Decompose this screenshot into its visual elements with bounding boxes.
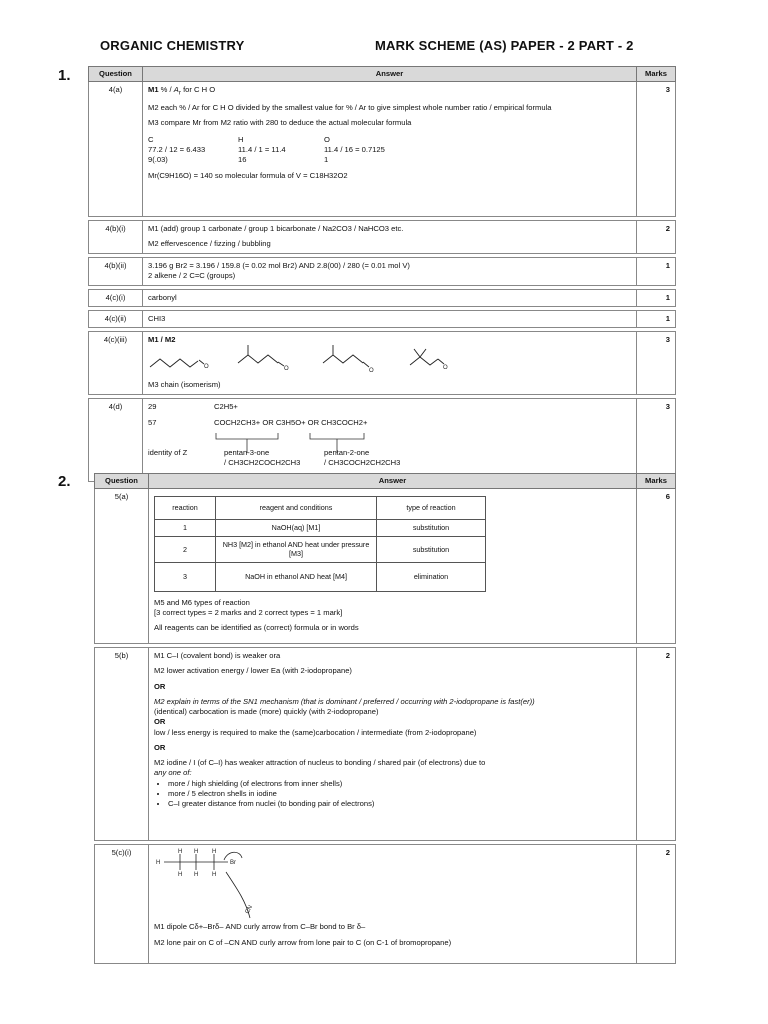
- header-left: ORGANIC CHEMISTRY: [100, 38, 245, 53]
- svg-text:Br: Br: [230, 860, 236, 866]
- svg-text:H: H: [178, 849, 183, 855]
- marks: 2: [637, 221, 676, 254]
- question-id: 4(c)(i): [89, 289, 143, 306]
- answer-cell: carbonyl: [143, 289, 637, 306]
- marks: 2: [637, 845, 676, 964]
- svg-text:O: O: [284, 366, 289, 373]
- header-right: MARK SCHEME (AS) PAPER - 2 PART - 2: [375, 38, 634, 53]
- mark-scheme-table-2: [94, 473, 676, 964]
- skeletal-structures: [148, 345, 448, 377]
- svg-text:O: O: [204, 364, 209, 371]
- marks: 3: [637, 398, 676, 481]
- marks: 2: [637, 648, 676, 841]
- table-row: [95, 845, 676, 964]
- reaction-table: reaction reagent and conditions type of reaction 1 NaOH(aq) [M1] substitution 2 NH3 [M2] in ethanol AND heat under pressure [M3] substitution 3 NaOH in ethanol AND heat [M4] elimination: [154, 496, 486, 592]
- marks: 3: [637, 82, 676, 217]
- question-id: 5(a): [95, 489, 149, 644]
- svg-text:H: H: [194, 849, 199, 855]
- marks: 3: [637, 332, 676, 395]
- table-row: [89, 310, 676, 327]
- svg-text:H: H: [212, 849, 217, 855]
- answer-line: Mr(C9H16O) = 140 so molecular formula of V = C18H32O2: [148, 171, 348, 181]
- col-marks: Marks: [637, 67, 676, 82]
- question-id: 4(c)(ii): [89, 310, 143, 327]
- marks: 1: [637, 310, 676, 327]
- table-row: [89, 332, 676, 395]
- question-id: 4(c)(iii): [89, 332, 143, 395]
- col-answer: Answer: [143, 67, 637, 82]
- table-row: [95, 489, 676, 644]
- question-2-number: 2.: [58, 473, 71, 490]
- col-question: Question: [89, 67, 143, 82]
- marks: 1: [637, 289, 676, 306]
- answer-cell: reaction reagent and conditions type of reaction 1 NaOH(aq) [M1] substitution 2 NH3 [M2] in ethanol AND heat under pressure [M3] substitution 3 NaOH in ethanol AND heat [M4] elimination M5 and M6 types of reaction [3 correct types = 2 marks and 2 correct types = 1 mark] All reagents can be identified as (correct) formula or in words: [149, 489, 637, 644]
- answer-cell: CHI3: [143, 310, 637, 327]
- col-question: Question: [95, 474, 149, 489]
- question-id: 5(b): [95, 648, 149, 841]
- mechanism-diagram: [154, 848, 284, 920]
- svg-text:CN: CN: [244, 904, 255, 915]
- svg-text:H: H: [178, 872, 183, 878]
- question-id: 4(b)(ii): [89, 258, 143, 286]
- col-answer: Answer: [149, 474, 637, 489]
- question-id: 4(a): [89, 82, 143, 217]
- svg-text:H: H: [194, 872, 199, 878]
- question-id: 4(b)(i): [89, 221, 143, 254]
- answer-line: M2 each % / Ar for C H O divided by the smallest value for % / Ar to give simplest whole number ratio / empirical formula: [148, 103, 552, 113]
- table-row: [89, 289, 676, 306]
- answer-cell: M1 (add) group 1 carbonate / group 1 bicarbonate / Na2CO3 / NaHCO3 etc. M2 effervescence / fizzing / bubbling: [143, 221, 637, 254]
- svg-text:H: H: [156, 860, 161, 866]
- table-row: [89, 398, 676, 481]
- answer-cell: M1 % / $A_r$ for C H O M2 each % / Ar for C H O divided by the smallest value for % / Ar to give simplest whole number ratio / empirical formula M3 compare Mr from M2 ratio with 280 to deduce the actual molecular formula C 77.2 / 12 = 6.433 9(.03) H 11.4 / 1 = 11.4 16 O 11.4 / 16 = 0.7125 1 Mr(C9H16O) = 140 so molecular formula of V = C18H32O2: [143, 82, 637, 217]
- question-id: 4(d): [89, 398, 143, 481]
- svg-text:O: O: [369, 368, 374, 375]
- bracket-lines: [214, 431, 394, 455]
- question-1-number: 1.: [58, 67, 71, 84]
- answer-cell: H H H H H H H Br CN M1 dipole Cδ+–Brδ– AND curly arrow from C–Br bond to Br δ– M2 lone pair on C of –CN AND curly arrow from lone pair to C (on C-1 of bromopropane): [149, 845, 637, 964]
- answer-cell: M1 C–I (covalent bond) is weaker ora M2 lower activation energy / lower Ea (with 2-iodopropane) OR M2 explain in terms of the SN1 mechanism (that is dominant / preferred / occurring with 2-iodopropane is fast(er)) (identical) carbocation is made (more) quickly (with 2-iodopropane) OR low / less energy is required to make the (same)carbocation / intermediate (from 2-iodopropane) OR M2 iodine / I (of C–I) has weaker attraction of nucleus to bonding / shared pair (of electrons) due to any one of: • more / high shielding (of electrons from inner shells) • more / 5 electron shells in iodine • C–I greater distance from nuclei (to bonding pair of electrons): [149, 648, 637, 841]
- answer-line: M3 compare Mr from M2 ratio with 280 to deduce the actual molecular formula: [148, 118, 412, 128]
- table-row: [95, 648, 676, 841]
- table-row: [89, 221, 676, 254]
- marks: 1: [637, 258, 676, 286]
- svg-text:O: O: [443, 365, 448, 372]
- answer-cell: 3.196 g Br2 = 3.196 / 159.8 (= 0.02 mol Br2) AND 2.8(00) / 280 (= 0.01 mol V) 2 alkene / 2 C=C (groups): [143, 258, 637, 286]
- table-row: [89, 258, 676, 286]
- question-id: 5(c)(i): [95, 845, 149, 964]
- svg-text:H: H: [212, 872, 217, 878]
- col-marks: Marks: [637, 474, 676, 489]
- table-row: [89, 82, 676, 217]
- marks: 6: [637, 489, 676, 644]
- mark-scheme-table-1: [88, 66, 676, 482]
- bullet-list: • more / high shielding (of electrons from inner shells) • more / 5 electron shells in iodine • C–I greater distance from nuclei (to bonding pair of electrons): [154, 779, 631, 810]
- answer-cell: 29 C2H5+ 57 COCH2CH3+ OR C3H5O+ OR CH3COCH2+ identity of Z pentan-3-one / CH3CH2COCH2CH3 pentan-2-one / CH3COCH2CH2CH3: [143, 398, 637, 481]
- answer-cell: M1 / M2 O O O O M3 chain (isomerism): [143, 332, 637, 395]
